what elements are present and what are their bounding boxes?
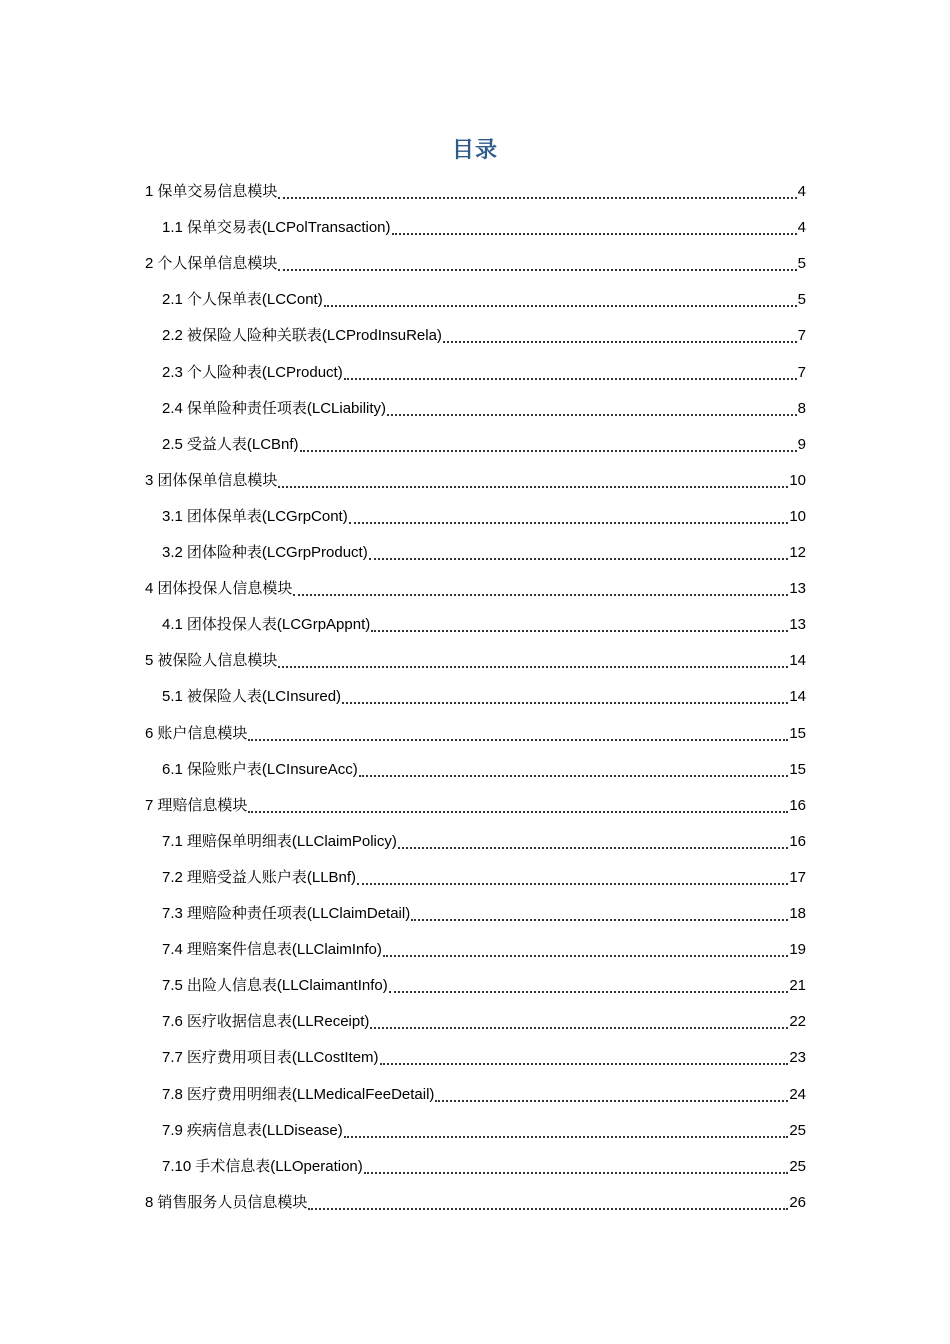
toc-entry-number: 2.5 bbox=[162, 435, 183, 453]
toc-dot-leader bbox=[308, 1185, 788, 1221]
toc-entry-page-number: 21 bbox=[789, 977, 806, 995]
toc-entry-section[interactable] bbox=[162, 824, 806, 860]
toc-entry-section[interactable] bbox=[162, 499, 806, 535]
toc-dot-leader bbox=[435, 1077, 788, 1113]
toc-entry-section[interactable] bbox=[162, 282, 806, 318]
toc-entry-label: 团体保单信息模块 bbox=[157, 471, 278, 489]
toc-dot-leader bbox=[344, 1113, 789, 1149]
toc-entry-number: 1.1 bbox=[162, 219, 183, 237]
toc-entry-page-number: 18 bbox=[789, 905, 806, 922]
toc-entry-number: 7.3 bbox=[162, 905, 183, 922]
toc-entry-page-number: 14 bbox=[789, 652, 806, 670]
toc-dot-leader bbox=[342, 679, 788, 715]
toc-entry-label: 被保险人表(LCInsured) bbox=[186, 688, 342, 706]
toc-entry-label: 疾病信息表(LLDisease) bbox=[186, 1121, 343, 1139]
toc-entry-section[interactable] bbox=[162, 968, 806, 1004]
toc-entry-section[interactable] bbox=[162, 535, 806, 571]
toc-entry-page-number: 26 bbox=[789, 1193, 806, 1211]
toc-entry-label: 医疗费用项目表(LLCostItem) bbox=[186, 1049, 379, 1067]
toc-title: 目录 bbox=[451, 137, 498, 163]
toc-entry-chapter[interactable] bbox=[145, 174, 806, 210]
toc-dot-leader bbox=[278, 643, 788, 679]
toc-entry-number: 2.3 bbox=[162, 363, 183, 381]
toc-entry-label: 理赔险种责任项表(LLClaimDetail) bbox=[186, 905, 411, 922]
toc-dot-leader bbox=[278, 246, 796, 282]
toc-entry-section[interactable] bbox=[162, 1004, 806, 1040]
toc-entry-label: 保单险种责任项表(LCLiability) bbox=[186, 399, 387, 417]
toc-dot-leader bbox=[371, 607, 788, 643]
toc-dot-leader bbox=[389, 968, 789, 1004]
toc-entry-page-number: 17 bbox=[789, 868, 806, 886]
toc-entry-label: 团体投保人表(LCGrpAppnt) bbox=[186, 616, 371, 634]
toc-entry-section[interactable] bbox=[162, 1040, 806, 1076]
toc-entry-number: 7.8 bbox=[162, 1085, 183, 1103]
toc-entry-section[interactable] bbox=[162, 607, 806, 643]
toc-dot-leader bbox=[278, 174, 796, 210]
toc-entry-section[interactable] bbox=[162, 896, 806, 932]
toc-entry-section[interactable] bbox=[162, 355, 806, 391]
toc-entry-page-number: 14 bbox=[789, 688, 806, 706]
toc-entry-label: 出险人信息表(LLClaimantInfo) bbox=[186, 977, 388, 995]
toc-entry-number: 2.4 bbox=[162, 399, 183, 417]
toc-entry-number: 7 bbox=[145, 796, 154, 814]
toc-dot-leader bbox=[398, 824, 788, 860]
toc-dot-leader bbox=[248, 716, 788, 752]
toc-entry-label: 账户信息模块 bbox=[157, 724, 248, 742]
toc-entry-page-number: 23 bbox=[789, 1049, 806, 1067]
toc-entry-label: 个人保单表(LCCont) bbox=[186, 291, 323, 309]
toc-dot-leader bbox=[324, 282, 797, 318]
toc-entry-number: 7.10 bbox=[162, 1157, 192, 1175]
toc-entry-section[interactable] bbox=[162, 679, 806, 715]
toc-entry-chapter[interactable] bbox=[145, 571, 806, 607]
toc-dot-leader bbox=[387, 391, 797, 427]
toc-entry-label: 医疗收据信息表(LLReceipt) bbox=[186, 1013, 370, 1031]
toc-entry-label: 被保险人险种关联表(LCProdInsuRela) bbox=[186, 327, 442, 345]
toc-entry-number: 3.2 bbox=[162, 544, 183, 561]
toc-entry-page-number: 13 bbox=[789, 616, 806, 634]
toc-entry-number: 6.1 bbox=[162, 760, 183, 778]
toc-entry-label: 保单交易信息模块 bbox=[157, 183, 278, 200]
toc-entry-label: 团体险种表(LCGrpProduct) bbox=[186, 544, 368, 561]
toc-entry-section[interactable] bbox=[162, 391, 806, 427]
toc-entry-number: 5.1 bbox=[162, 688, 183, 706]
toc-dot-leader bbox=[364, 1149, 789, 1185]
toc-entry-section[interactable] bbox=[162, 752, 806, 788]
toc-entry-page-number: 4 bbox=[797, 183, 806, 200]
toc-entry-label: 受益人表(LCBnf) bbox=[186, 435, 299, 453]
toc-entry-label: 医疗费用明细表(LLMedicalFeeDetail) bbox=[186, 1085, 435, 1103]
toc-entry-number: 4.1 bbox=[162, 616, 183, 634]
toc-entry-chapter[interactable] bbox=[145, 246, 806, 282]
toc-dot-leader bbox=[380, 1040, 789, 1076]
toc-entry-page-number: 16 bbox=[789, 796, 806, 814]
toc-entry-number: 2.1 bbox=[162, 291, 183, 309]
toc-entry-number: 6 bbox=[145, 724, 154, 742]
toc-entry-number: 7.1 bbox=[162, 832, 183, 850]
toc-entry-page-number: 25 bbox=[789, 1157, 806, 1175]
toc-entry-page-number: 5 bbox=[797, 255, 806, 273]
toc-entry-number: 5 bbox=[145, 652, 154, 670]
toc-entry-number: 2.2 bbox=[162, 327, 183, 345]
toc-dot-leader bbox=[443, 318, 797, 354]
toc-entry-label: 团体投保人信息模块 bbox=[157, 580, 293, 598]
toc-entry-label: 理赔保单明细表(LLClaimPolicy) bbox=[186, 832, 397, 850]
toc-entry-label: 团体保单表(LCGrpCont) bbox=[186, 507, 348, 525]
toc-entry-page-number: 9 bbox=[797, 435, 806, 453]
toc-entry-page-number: 5 bbox=[797, 291, 806, 309]
toc-entry-page-number: 7 bbox=[797, 363, 806, 381]
toc-entry-page-number: 8 bbox=[797, 399, 806, 417]
toc-entry-page-number: 15 bbox=[789, 724, 806, 742]
toc-entry-number: 4 bbox=[145, 580, 154, 598]
toc-entry-number: 7.6 bbox=[162, 1013, 183, 1031]
toc-entry-section[interactable] bbox=[162, 932, 806, 968]
toc-entry-chapter[interactable] bbox=[145, 716, 806, 752]
toc-entry-page-number: 22 bbox=[789, 1013, 806, 1031]
toc-entry-section[interactable] bbox=[162, 1113, 806, 1149]
toc-entry-label: 手术信息表(LLOperation) bbox=[195, 1157, 363, 1175]
toc-dot-leader bbox=[383, 932, 788, 968]
toc-entry-number: 3.1 bbox=[162, 507, 183, 525]
toc-entry-page-number: 10 bbox=[789, 507, 806, 525]
toc-entry-number: 3 bbox=[145, 471, 154, 489]
toc-entry-page-number: 24 bbox=[789, 1085, 806, 1103]
toc-entry-chapter[interactable] bbox=[145, 788, 806, 824]
toc-entry-chapter[interactable] bbox=[145, 463, 806, 499]
toc-entry-label: 被保险人信息模块 bbox=[157, 652, 278, 670]
toc-entry-page-number: 19 bbox=[789, 941, 806, 959]
toc-entry-label: 保险账户表(LCInsureAcc) bbox=[186, 760, 358, 778]
toc-entry-number: 7.7 bbox=[162, 1049, 183, 1067]
toc-entry-label: 理赔案件信息表(LLClaimInfo) bbox=[186, 941, 382, 959]
toc-entry-section[interactable] bbox=[162, 1149, 806, 1185]
toc-dot-leader bbox=[293, 571, 788, 607]
toc-entry-page-number: 7 bbox=[797, 327, 806, 345]
toc-entry-label: 个人保单信息模块 bbox=[157, 255, 278, 273]
toc-entry-label: 个人险种表(LCProduct) bbox=[186, 363, 343, 381]
toc-entry-chapter[interactable] bbox=[145, 643, 806, 679]
toc-dot-leader bbox=[359, 752, 789, 788]
toc-entry-page-number: 13 bbox=[789, 580, 806, 598]
toc-entry-section[interactable] bbox=[162, 860, 806, 896]
toc-entry-number: 1 bbox=[145, 183, 154, 200]
toc-entry-page-number: 4 bbox=[797, 219, 806, 237]
toc-entry-page-number: 10 bbox=[789, 471, 806, 489]
toc-dot-leader bbox=[278, 463, 788, 499]
toc-entry-page-number: 25 bbox=[789, 1121, 806, 1139]
toc-entry-number: 7.4 bbox=[162, 941, 183, 959]
toc-dot-leader bbox=[411, 896, 788, 932]
toc-entry-label: 保单交易表(LCPolTransaction) bbox=[186, 219, 391, 237]
toc-entry-section[interactable] bbox=[162, 1077, 806, 1113]
toc-entry-chapter[interactable] bbox=[145, 1185, 806, 1221]
toc-entry-label: 销售服务人员信息模块 bbox=[157, 1193, 308, 1211]
toc-entry-section[interactable] bbox=[162, 210, 806, 246]
toc-dot-leader bbox=[300, 427, 797, 463]
toc-dot-leader bbox=[349, 499, 789, 535]
toc-entry-section[interactable] bbox=[162, 318, 806, 354]
toc-dot-leader bbox=[392, 210, 797, 246]
toc-entry-number: 7.2 bbox=[162, 868, 183, 886]
toc-entry-number: 7.9 bbox=[162, 1121, 183, 1139]
toc-entry-page-number: 16 bbox=[789, 832, 806, 850]
toc-dot-leader bbox=[370, 1004, 788, 1040]
toc-dot-leader bbox=[248, 788, 788, 824]
toc-entry-number: 7.5 bbox=[162, 977, 183, 995]
toc-entry-number: 2 bbox=[145, 255, 154, 273]
toc-entry-page-number: 12 bbox=[789, 544, 806, 561]
toc-dot-leader bbox=[357, 860, 788, 896]
toc-entry-page-number: 15 bbox=[789, 760, 806, 778]
toc-entry-section[interactable] bbox=[162, 427, 806, 463]
toc-dot-leader bbox=[369, 535, 789, 571]
toc-entry-label: 理赔信息模块 bbox=[157, 796, 248, 814]
toc-dot-leader bbox=[344, 355, 797, 391]
toc-entry-label: 理赔受益人账户表(LLBnf) bbox=[186, 868, 357, 886]
toc-entry-number: 8 bbox=[145, 1193, 154, 1211]
